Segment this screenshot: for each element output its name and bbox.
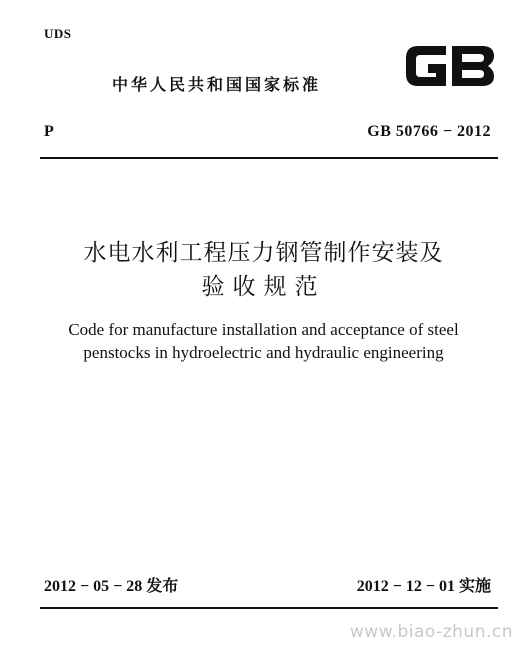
udc-label: UDS	[44, 26, 72, 41]
gb-logo	[402, 42, 498, 90]
category-code: P	[44, 123, 54, 140]
standard-type-title: 中华人民共和国国家标准	[112, 75, 322, 94]
english-title-line-1: Code for manufacture installation and acceptance of steel	[68, 320, 459, 339]
issue-label: 发布	[146, 576, 179, 595]
issue-date: 2012 − 05 − 28	[44, 578, 143, 595]
english-title-line-2: penstocks in hydroelectric and hydraulic engineering	[83, 343, 444, 362]
chinese-title-line-2: 验收规范	[201, 274, 326, 300]
standard-number: GB 50766 − 2012	[367, 123, 491, 140]
watermark: www.biao-zhun.cn	[349, 622, 513, 642]
implementation-label: 实施	[458, 576, 491, 595]
issue-date-block	[44, 573, 178, 596]
top-divider	[40, 157, 498, 159]
implementation-date-block	[357, 573, 491, 596]
implementation-date: 2012 − 12 − 01	[356, 578, 455, 595]
chinese-title-line-1: 水电水利工程压力钢管制作安装及	[83, 240, 444, 266]
bottom-divider	[40, 607, 498, 609]
